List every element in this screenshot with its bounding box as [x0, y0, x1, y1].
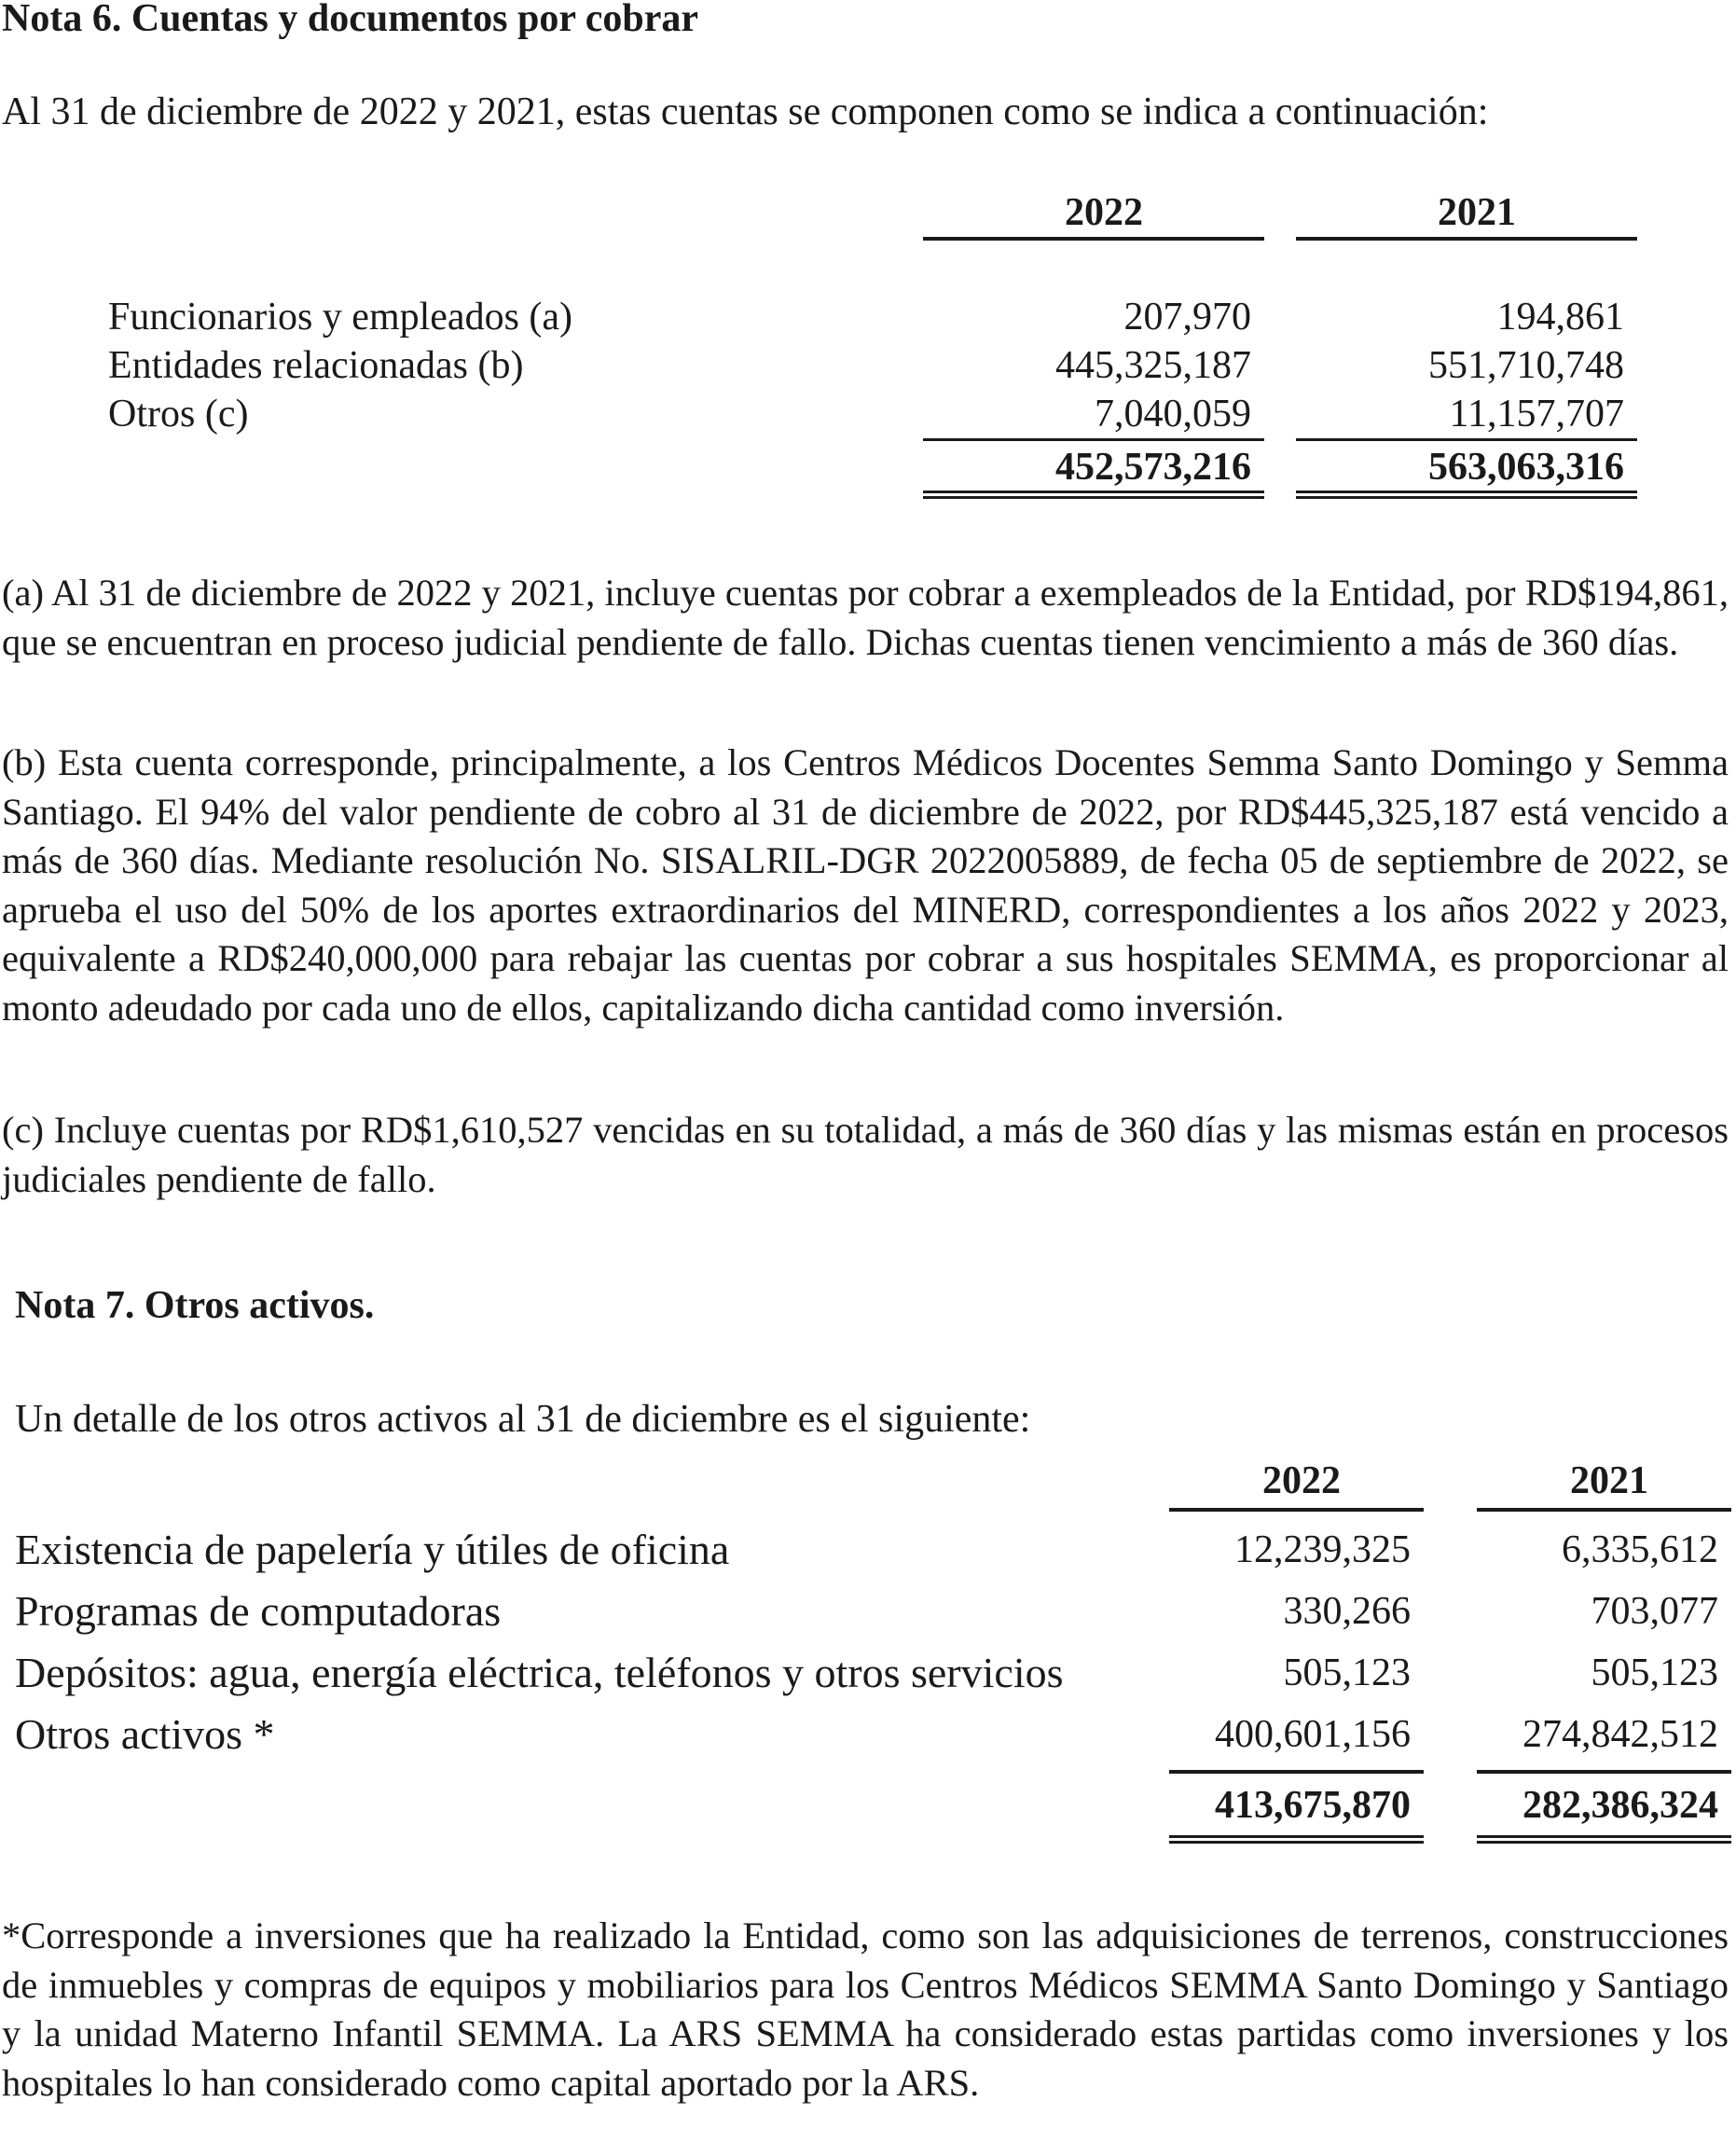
note6-col-2022: 2022	[1065, 191, 1143, 234]
note7-row-label: Otros activos *	[15, 1710, 275, 1758]
note7-subtotal-rule-2022	[1169, 1770, 1424, 1774]
note6-footnote-b: (b) Esta cuenta corresponde, principalmente, a los Centros Médicos Docentes Semma Santo Domingo y Semma Santiago. El 94% del valor pendiente de cobro al 31 de diciembre de 2022, por RD$445,325,187 está vencido a más de 360 días. Mediante resolución No. SISALRIL-DGR 2022005889, de fecha 05 de septiembre de 2022, se aprueba el uso del 50% de los aportes extraordinarios del MINERD, correspondientes a los años 2022 y 2023, equivalente a RD$240,000,000 para rebajar las cuentas por cobrar a sus hospitales SEMMA, es proporcionar al monto adeudado por cada uno de ellos, capitalizando dicha cantidad como inversión.	[2, 741, 1729, 1029]
note6-row-2021: 194,861	[1496, 296, 1624, 339]
note6-header-rule-2022	[923, 237, 1264, 241]
note7-title: Nota 7. Otros activos.	[15, 1284, 375, 1327]
note7-row-2021: 274,842,512	[1522, 1713, 1718, 1756]
note6-row-2022: 207,970	[1123, 296, 1251, 339]
note7-col-2022: 2022	[1262, 1459, 1341, 1502]
note7-row-2022: 400,601,156	[1215, 1713, 1411, 1756]
note6-total-double-rule-2021	[1296, 491, 1637, 499]
note6-row-label: Funcionarios y empleados (a)	[108, 296, 573, 339]
note6-footnote-a: (a) Al 31 de diciembre de 2022 y 2021, incluye cuentas por cobrar a exempleados de la Entidad, por RD$194,861, que se encuentran en proceso judicial pendiente de fallo. Dichas cuentas tienen vencimiento a más de 360 días.	[2, 572, 1729, 663]
note7-row-2022: 12,239,325	[1234, 1528, 1411, 1571]
note6-col-2021: 2021	[1438, 191, 1516, 234]
note7-row-2021: 6,335,612	[1562, 1528, 1718, 1571]
note6-intro: Al 31 de diciembre de 2022 y 2021, estas cuentas se componen como se indica a continuación:	[2, 90, 1489, 133]
note7-row-label: Depósitos: agua, energía eléctrica, teléfonos y otros servicios	[15, 1649, 1064, 1696]
note6-row-2021: 11,157,707	[1449, 393, 1624, 435]
note6-total-2021: 563,063,316	[1428, 446, 1624, 489]
note6-row-2022: 7,040,059	[1095, 393, 1251, 435]
note6-total-2022: 452,573,216	[1055, 446, 1251, 489]
note6-subtotal-rule-2022	[923, 438, 1264, 441]
note6-total-double-rule-2022	[923, 491, 1264, 499]
note6-row-label: Otros (c)	[108, 393, 249, 435]
note6-title: Nota 6. Cuentas y documentos por cobrar	[2, 0, 699, 40]
note6-row-label: Entidades relacionadas (b)	[108, 344, 524, 387]
note7-intro: Un detalle de los otros activos al 31 de diciembre es el siguiente:	[15, 1398, 1031, 1441]
note7-row-2022: 330,266	[1283, 1590, 1411, 1633]
note7-row-2021: 703,077	[1591, 1590, 1718, 1633]
note7-subtotal-rule-2021	[1477, 1770, 1731, 1774]
note7-row-2021: 505,123	[1591, 1652, 1718, 1694]
note6-row-2022: 445,325,187	[1055, 344, 1251, 387]
note6-subtotal-rule-2021	[1296, 438, 1637, 441]
note7-footnote: *Corresponde a inversiones que ha realizado la Entidad, como son las adquisiciones de terrenos, construcciones de inmuebles y compras de equipos y mobiliarios para los Centros Médicos SEMMA Santo Domingo y Santiago y la unidad Materno Infantil SEMMA. La ARS SEMMA ha considerado estas partidas como inversiones y los hospitales lo han considerado como capital aportado por la ARS.	[2, 1914, 1729, 2104]
note7-total-2022: 413,675,870	[1215, 1784, 1411, 1827]
note6-header-rule-2021	[1296, 237, 1637, 241]
note7-row-label: Programas de computadoras	[15, 1587, 502, 1635]
note7-col-2021: 2021	[1570, 1459, 1648, 1502]
note6-footnote-c: (c) Incluye cuentas por RD$1,610,527 vencidas en su totalidad, a más de 360 días y las mismas están en procesos judiciales pendiente de fallo.	[2, 1109, 1729, 1200]
note7-row-label: Existencia de papelería y útiles de oficina	[15, 1526, 730, 1573]
note7-header-rule-2021	[1477, 1508, 1731, 1512]
note7-total-double-rule-2021	[1477, 1835, 1731, 1844]
note7-total-2021: 282,386,324	[1522, 1784, 1718, 1827]
note7-row-2022: 505,123	[1283, 1652, 1411, 1694]
note7-total-double-rule-2022	[1169, 1835, 1424, 1844]
note7-header-rule-2022	[1169, 1508, 1424, 1512]
note6-row-2021: 551,710,748	[1428, 344, 1624, 387]
